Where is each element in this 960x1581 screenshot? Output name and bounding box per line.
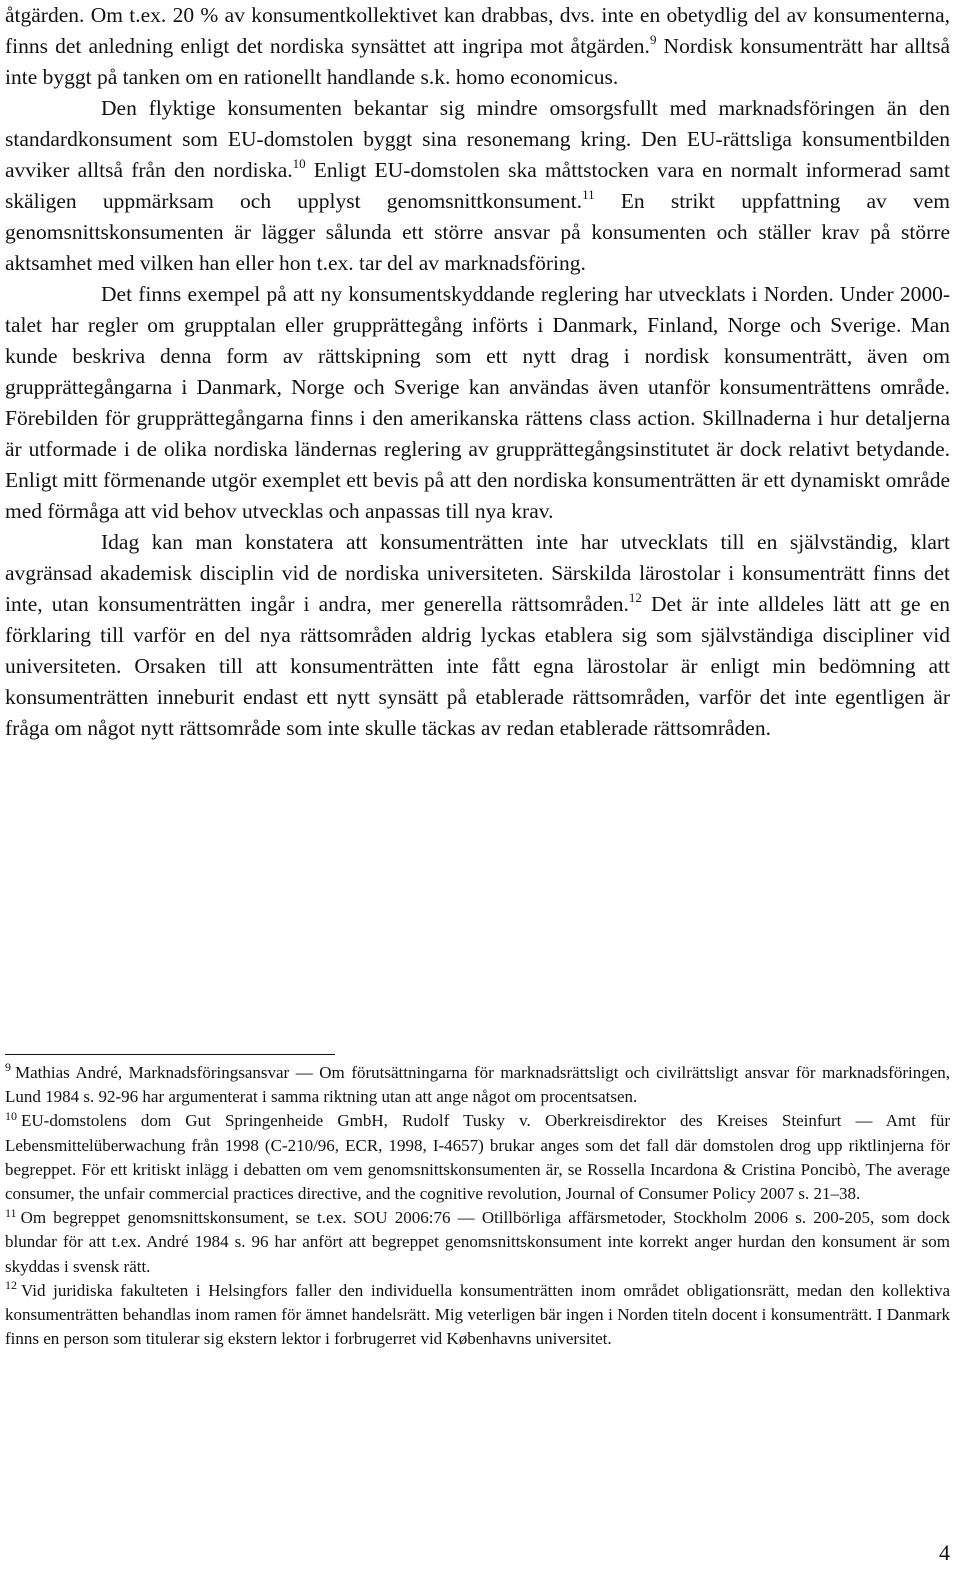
paragraph-text: En strikt uppfattning av vem genomsnittskonsumenten är lägger sålunda ett större ansvar på konsumenten och ställer krav på större aktsamhet med vilken han eller hon t.ex. tar del av marknadsföring. — [5, 189, 950, 275]
paragraph-text: Den flyktige konsumenten bekantar sig mindre omsorgsfullt med marknadsföringen än den standardkonsument som EU-domstolen byggt sina resonemang kring. Den EU-rättsliga konsumentbilden avviker alltså från den nordiska. — [5, 96, 950, 182]
footnote-text: Vid juridiska fakulteten i Helsingfors faller den individuella konsumenträtten inom området obligationsrätt, medan den kollektiva konsumenträtten behandlas inom ramen för ämnet handelsrätt. Mig veterligen bär ingen i Norden titeln docent i konsumenträtt. I Danmark finns en person som titulerar sig ekstern lektor i forbrugerret vid Københavns universitet. — [5, 1280, 950, 1349]
footnotes-section — [5, 1054, 950, 1351]
footnote-reference[interactable]: 10 — [292, 155, 306, 171]
paragraph-1 — [5, 0, 950, 93]
paragraph-text: Det finns exempel på att ny konsumentskyddande reglering har utvecklats i Norden. Under 2000-talet har regler om grupptalan eller grupprättegång införts i Danmark, Finland, Norge och Sverige. Man kunde beskriva denna form av rättskipning som ett nytt drag i nordisk konsumenträtt, även om grupprättegångarna i Danmark, Norge och Sverige kan användas även utanför konsumenträttens område. Förebilden för grupprättegångarna finns i den amerikanska rättens class action. Skillnaderna i hur detaljerna är utformade i de olika nordiska ländernas reglering av grupprättegångsinstitutet är dock relativt betydande. Enligt mitt förmenande utgör exemplet ett bevis på att den nordiska konsumenträtten är ett dynamiskt område med förmåga att vid behov utvecklas och anpassas till nya krav. — [5, 282, 950, 523]
page-number: 4 — [939, 1540, 950, 1565]
paragraph-text: Nordisk konsumenträtt har alltså inte byggt på tanken om en rationellt handlande s.k. homo economicus. — [5, 34, 951, 89]
footnote-divider — [5, 1054, 335, 1055]
footnote-number: 11 — [5, 1205, 17, 1220]
paragraph-text: Det är inte alldeles lätt att ge en förklaring till varför en del nya rättsområden aldrig lyckas etablera sig som självständiga discipliner vid universiteten. Orsaken till att konsumenträtten inte fått egna lärostolar är enligt min bedömning att konsumenträtten inneburit endast ett nytt synsätt på etablerade rättsområden, varför det inte egentligen är fråga om något nytt rättsområde som inte skulle täckas av redan etablerade rättsområden. — [5, 592, 950, 740]
footnote-12 — [5, 1279, 950, 1352]
footnote-text: Om begreppet genomsnittskonsument, se t.ex. SOU 2006:76 — Otillbörliga affärsmetoder, Stockholm 2006 s. 200-205, som dock blundar för att t.ex. André 1984 s. 96 har anfört att begreppet genomsnittskonsument inte korrekt anger hurdan den konsument är som skyddas i svensk rätt. — [5, 1208, 950, 1276]
footnote-text: Mathias André, Marknadsföringsansvar — Om förutsättningarna för marknadsrättsligt och civilrättsligt ansvar för marknadsföringen, Lund 1984 s. 92-96 har argumenterat i samma riktning utan att ange något om procentsatsen. — [5, 1063, 950, 1107]
footnote-text: EU-domstolens dom Gut Springenheide GmbH, Rudolf Tusky v. Oberkreisdirektor des Kreises Steinfurt — Amt für Lebensmittelüberwachung från 1998 (C-210/96, ECR, 1998, I-4657) brukar anges som det fall där domstolen drog upp riktlinjerna för begreppet. För ett kritiskt inlägg i debatten om vem genomsnittskonsumenten är, se Rossella Incardona & Cristina Poncibò, The average consumer, the unfair commercial practices directive, and the cognitive revolution, Journal of Consumer Policy 2007 s. 21–38. — [5, 1111, 950, 1204]
footnote-number: 9 — [5, 1060, 11, 1075]
footnote-10 — [5, 1109, 950, 1206]
body-text — [5, 0, 950, 744]
footnote-number: 10 — [5, 1108, 17, 1123]
paragraph-text: Idag kan man konstatera att konsumenträtten inte har utvecklats till en självständig, klart avgränsad akademisk disciplin vid de nordiska universiteten. Särskilda lärostolar i konsumenträtt finns det inte, utan konsumenträtten ingår i andra, mer generella rättsområden. — [5, 530, 950, 616]
footnote-9 — [5, 1061, 950, 1109]
paragraph-4 — [5, 527, 950, 744]
paragraph-text: åtgärden. Om t.ex. 20 % av konsumentkollektivet kan drabbas, dvs. inte en obetydlig del av konsumenterna, finns det anledning enligt det nordiska synsättet att ingripa mot åtgärden. — [5, 3, 950, 58]
footnote-reference[interactable]: 9 — [649, 31, 657, 47]
footnote-number: 12 — [5, 1278, 17, 1293]
paragraph-3 — [5, 279, 950, 527]
footnote-reference[interactable]: 12 — [628, 589, 642, 605]
footnote-reference[interactable]: 11 — [582, 186, 595, 202]
footnote-11 — [5, 1206, 950, 1279]
paragraph-text: Enligt EU-domstolen ska måttstocken vara en normalt informerad samt skäligen uppmärksam och upplyst genomsnittkonsument. — [5, 158, 950, 213]
paragraph-2 — [5, 93, 950, 279]
